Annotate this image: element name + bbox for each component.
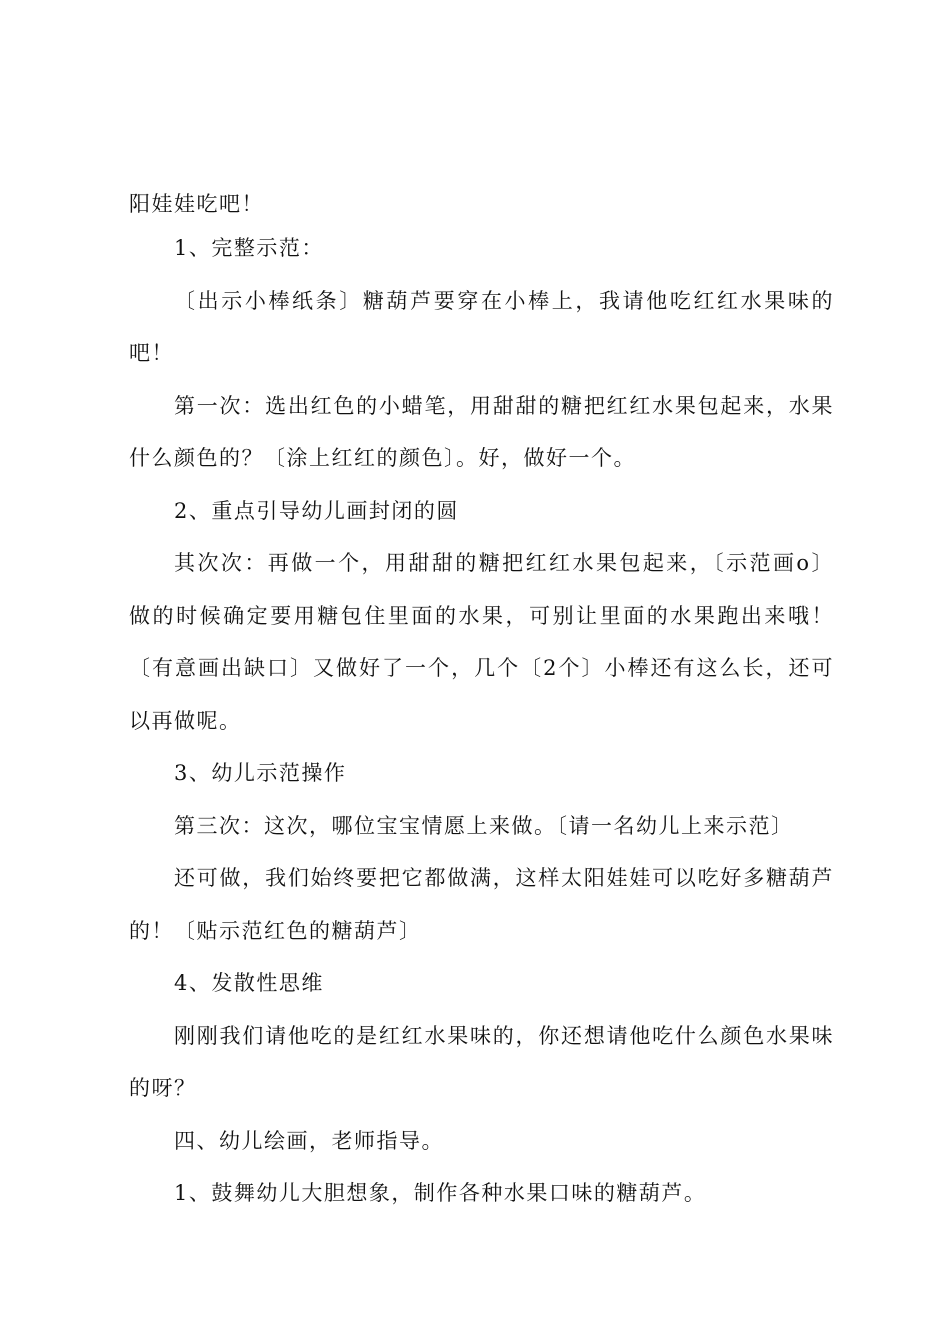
text-line: 4、发散性思维 xyxy=(174,971,324,995)
text-line: 做的时候确定要用糖包住里面的水果，可别让里面的水果跑出来哦！ xyxy=(129,603,834,628)
text-line: 〔有意画出缺口〕又做好了一个，几个〔2个〕小棒还有这么长，还可 xyxy=(129,656,834,680)
text-line: 第一次：选出红色的小蜡笔，用甜甜的糖把红红水果包起来，水果 xyxy=(174,393,834,418)
text-line: 刚刚我们请他吃的是红红水果味的，你还想请他吃什么颜色水果味 xyxy=(174,1023,834,1048)
text-line: 〔出示小棒纸条〕糖葫芦要穿在小棒上，我请他吃红红水果味的 xyxy=(174,288,834,313)
text-line: 第三次：这次，哪位宝宝情愿上来做。〔请一名幼儿上来示范〕 xyxy=(174,813,794,838)
text-line: 2、重点引导幼儿画封闭的圆 xyxy=(174,498,459,523)
document-body xyxy=(129,186,834,1220)
text-line: 阳娃娃吃吧！ xyxy=(129,192,264,216)
text-line: 还可做，我们始终要把它都做满，这样太阳娃娃可以吃好多糖葫芦 xyxy=(174,866,834,890)
text-line: 的呀？ xyxy=(129,1076,197,1100)
text-line: 什么颜色的？〔涂上红红的颜色〕。好，做好一个。 xyxy=(129,446,636,470)
text-line: 四、幼儿绘画，老师指导。 xyxy=(174,1128,444,1153)
text-line: 吧！ xyxy=(129,341,174,365)
text-line: 3、幼儿示范操作 xyxy=(174,761,347,785)
text-line: 1、完整示范： xyxy=(174,236,324,260)
text-line: 的！〔贴示范红色的糖葫芦〕 xyxy=(129,918,422,943)
text-line: 其次次：再做一个，用甜甜的糖把红红水果包起来，〔示范画o〕 xyxy=(174,551,834,575)
text-line: 以再做呢。 xyxy=(129,708,242,733)
text-line: 1、鼓舞幼儿大胆想象，制作各种水果口味的糖葫芦。 xyxy=(174,1181,707,1205)
